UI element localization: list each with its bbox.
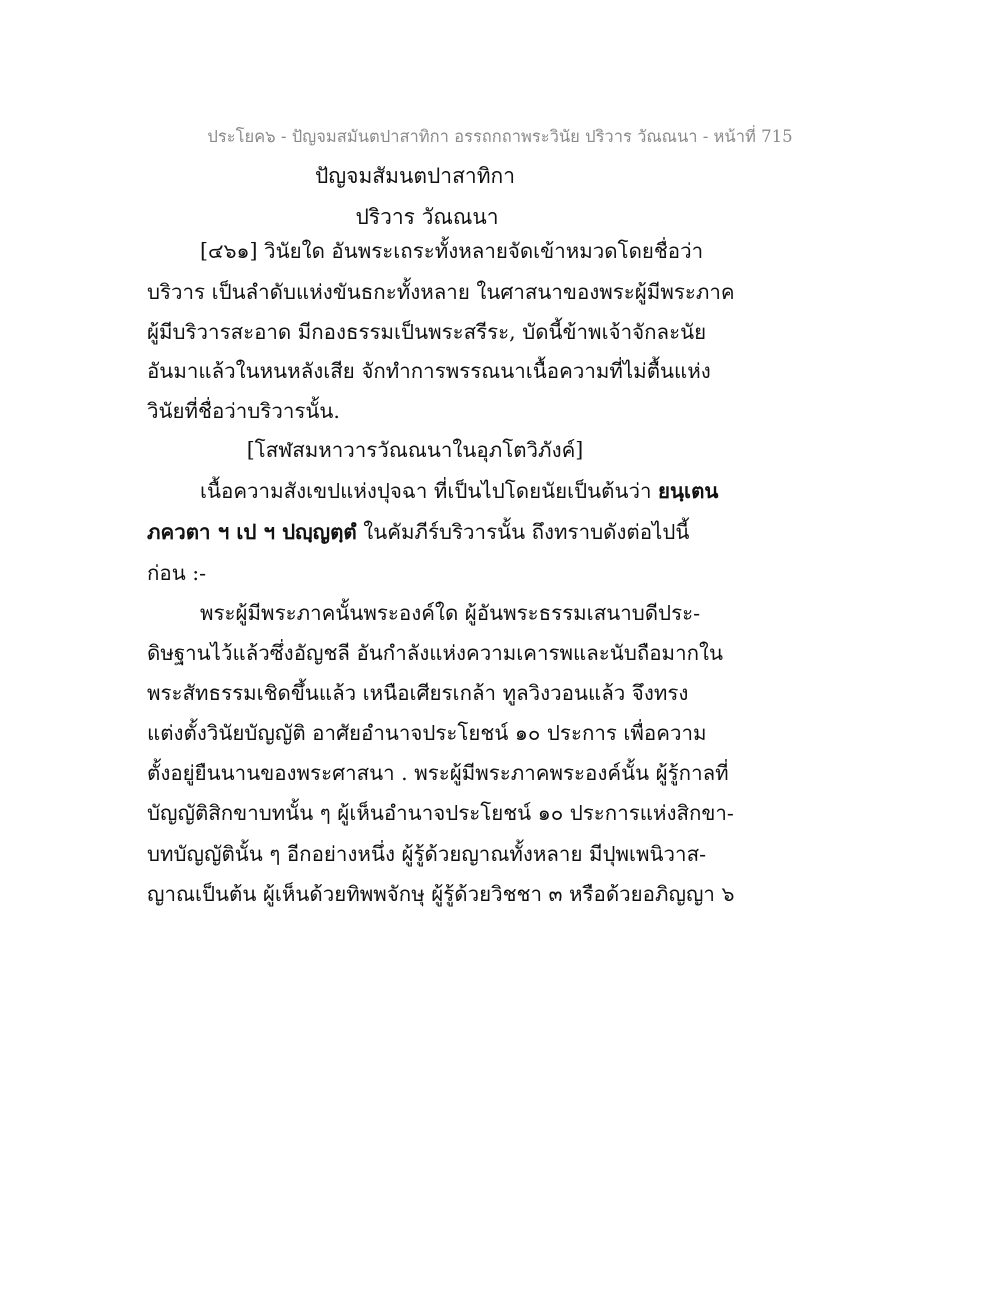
paragraph-1-line-5: วินัยที่ชื่อว่าบริวารนั้น. [147,399,340,423]
paragraph-1-line-4: อันมาแล้วในหนหลังเสีย จักทำการพรรณนาเนื้อความที่ไม่ตื้นแห่ง [147,359,711,383]
paragraph-3-line-3: พระสัทธรรมเชิดขึ้นแล้ว เหนือเศียรเกล้า ทูลวิงวอนแล้ว จึงทรง [147,681,689,705]
pali-term: ยนฺเตน [658,479,719,503]
paragraph-2-line-1 [200,479,718,504]
paragraph-3-line-5: ตั้งอยู่ยืนนานของพระศาสนา . พระผู้มีพระภาคพระองค์นั้น ผู้รู้กาลที่ [147,761,729,785]
pali-phrase: ภควตา ฯ เป ฯ ปญฺญตฺตํ [147,520,357,544]
paragraph-2-text: เนื้อความสังเขปแห่งปุจฉา ที่เป็นไปโดยนัยเป็นต้นว่า [200,479,659,503]
chapter-title: ปริวาร วัณณนา [355,205,499,229]
paragraph-2-text: ในคัมภีร์บริวารนั้น ถึงทราบดังต่อไปนี้ [356,520,690,544]
paragraph-3-line-2: ดิษฐานไว้แล้วซึ่งอัญชลี อันกำลังแห่งความเคารพและนับถือมากใน [147,641,724,665]
paragraph-3-line-6: บัญญัติสิกขาบทนั้น ๆ ผู้เห็นอำนาจประโยชน์ ๑๐ ประการแห่งสิกขา- [147,801,734,825]
paragraph-3-line-1: พระผู้มีพระภาคนั้นพระองค์ใด ผู้อันพระธรรมเสนาบดีประ- [200,601,701,625]
paragraph-1-line-2: บริวาร เป็นลำดับแห่งขันธกะทั้งหลาย ในศาสนาของพระผู้มีพระภาค [147,280,735,304]
book-title: ปัญจมสัมนตปาสาทิกา [314,164,516,188]
paragraph-3-line-8: ญาณเป็นต้น ผู้เห็นด้วยทิพพจักษุ ผู้รู้ด้วยวิชชา ๓ หรือด้วยอภิญญา ๖ [147,882,735,906]
paragraph-2-line-3: ก่อน :- [147,561,207,585]
paragraph-3-line-4: แต่งตั้งวินัยบัญญัติ อาศัยอำนาจประโยชน์ ๑๐ ประการ เพื่อความ [147,721,707,745]
running-header: ประโยค๖ - ปัญจมสมันตปาสาทิกา อรรถกถาพระวินัย ปริวาร วัณณนา - หน้าที่ 715 [207,127,793,146]
paragraph-1-line-3: ผู้มีบริวารสะอาด มีกองธรรมเป็นพระสรีระ, บัดนี้ข้าพเจ้าจักละนัย [147,320,707,344]
section-heading: [โสฬสมหาวารวัณณนาในอุภโตวิภังค์] [246,438,584,462]
paragraph-3-line-7: บทบัญญัตินั้น ๆ อีกอย่างหนึ่ง ผู้รู้ด้วยญาณทั้งหลาย มีปุพเพนิวาส- [147,842,707,866]
paragraph-1-line-1: [๔๖๑] วินัยใด อันพระเถระทั้งหลายจัดเข้าหมวดโดยชื่อว่า [200,239,704,263]
paragraph-2-line-2 [147,520,689,545]
